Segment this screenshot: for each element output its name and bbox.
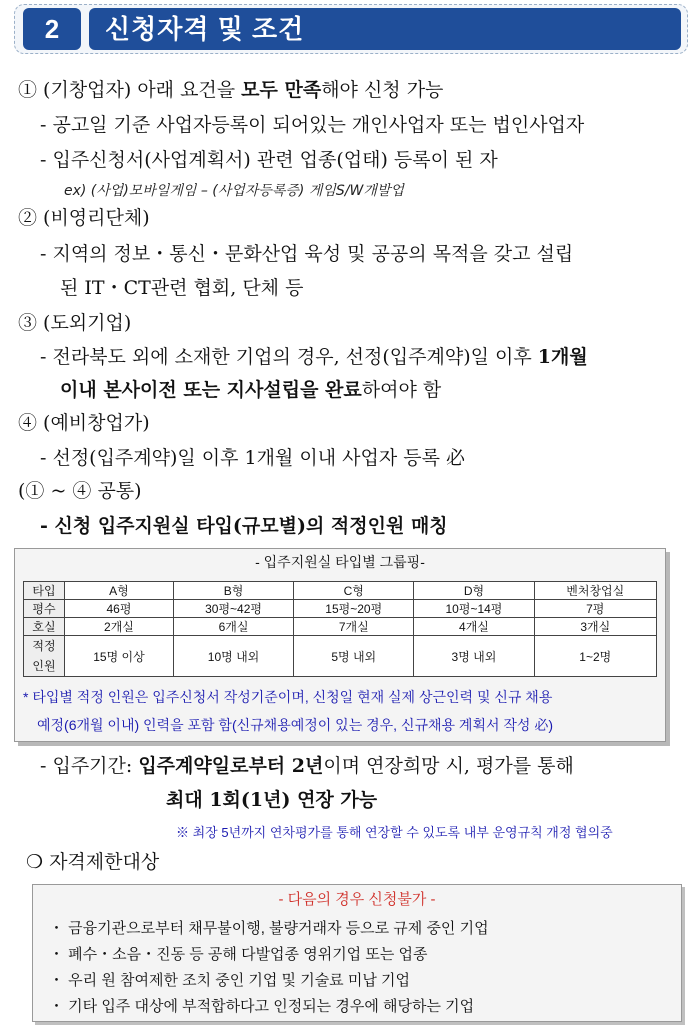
period-line-1 xyxy=(40,754,574,778)
restriction-box xyxy=(32,884,682,1022)
grouping-note-2: 예정(6개월 이내) 인력을 포함 함(신규채용예정이 있는 경우, 신규채용 계획서 작성 必) xyxy=(37,717,553,733)
restriction-item: ・ 기타 입주 대상에 부적합하다고 인정되는 경우에 해당하는 기업 xyxy=(49,998,475,1015)
item-3a xyxy=(40,345,588,369)
table-head: 호실 xyxy=(24,618,65,636)
item-4: ④ (예비창업가) xyxy=(18,412,150,434)
item-3a-text: - 전라북도 외에 소재한 기업의 경우, 선정(입주계약)일 이후 xyxy=(40,346,538,368)
period-note: ※ 최장 5년까지 연차평가를 통해 연장할 수 있도록 내부 운영규칙 개정 협의중 xyxy=(176,825,613,840)
item-1a: - 공고일 기준 사업자등록이 되어있는 개인사업자 또는 법인사업자 xyxy=(40,114,585,136)
table-row xyxy=(24,636,657,677)
item-4a: - 선정(입주계약)일 이후 1개월 이내 사업자 등록 必 xyxy=(40,447,465,469)
period-bold: 입주계약일로부터 2년 xyxy=(138,755,324,777)
section-title: 신청자격 및 조건 xyxy=(89,8,681,50)
restriction-item: ・ 폐수・소음・진동 등 공해 다발업종 영위기업 또는 업종 xyxy=(49,946,428,963)
item-1b: - 입주신청서(사업계획서) 관련 업종(업태) 등록이 된 자 xyxy=(40,149,498,171)
item-1-bold: 모두 만족 xyxy=(241,79,322,101)
table-cell: 3개실 xyxy=(534,618,656,636)
table-cell: 7개실 xyxy=(294,618,414,636)
table-cell: 6개실 xyxy=(173,618,293,636)
item-3: ③ (도외기업) xyxy=(18,312,132,334)
common-item: - 신청 입주지원실 타입(규모별)의 적정인원 매칭 xyxy=(40,515,448,537)
common-heading: (① ~ ④ 공통) xyxy=(18,480,142,502)
restriction-caption: - 다음의 경우 신청불가 - xyxy=(278,891,436,908)
grouping-table xyxy=(23,581,657,677)
table-cell: 15명 이상 xyxy=(65,636,174,677)
table-cell: 3명 내외 xyxy=(414,636,534,677)
table-cell: A형 xyxy=(65,582,174,600)
restriction-title: ❍ 자격제한대상 xyxy=(26,851,160,873)
table-cell: 10명 내외 xyxy=(173,636,293,677)
item-3b-text: 하여야 함 xyxy=(361,379,442,401)
table-row xyxy=(24,618,657,636)
restriction-item: ・ 우리 원 참여제한 조치 중인 기업 및 기술료 미납 기업 xyxy=(49,972,410,989)
table-cell: 4개실 xyxy=(414,618,534,636)
table-cell: 벤처창업실 xyxy=(534,582,656,600)
item-1-suffix: 해야 신청 가능 xyxy=(321,79,444,101)
item-3b-bold: 이내 본사이전 또는 지사설립을 완료 xyxy=(60,379,362,401)
table-cell: 15평~20평 xyxy=(294,600,414,618)
table-row xyxy=(24,600,657,618)
staff-head-2: 인원 xyxy=(32,659,56,673)
item-1 xyxy=(18,78,443,102)
table-head-staff xyxy=(24,636,65,677)
period-line-2: 최대 1회(1년) 연장 가능 xyxy=(166,789,378,811)
item-1-example: ex) (사업)모바일게임 – (사업자등록증) 게임S/W개발업 xyxy=(64,183,404,199)
staff-head-1: 적정 xyxy=(32,639,56,653)
table-cell: 2개실 xyxy=(65,618,174,636)
item-1-prefix: ① (기창업자) 아래 요건을 xyxy=(18,79,242,101)
grouping-caption: - 입주지원실 타입별 그룹핑- xyxy=(255,554,425,570)
grouping-note-1: * 타입별 적정 인원은 입주신청서 작성기준이며, 신청일 현재 실제 상근인력 및 신규 채용 xyxy=(23,689,553,705)
item-2a: - 지역의 정보・통신・문화산업 육성 및 공공의 목적을 갖고 설립 xyxy=(40,243,574,265)
table-head: 평수 xyxy=(24,600,65,618)
table-cell: 5명 내외 xyxy=(294,636,414,677)
table-row xyxy=(24,582,657,600)
table-cell: 10평~14평 xyxy=(414,600,534,618)
item-2: ② (비영리단체) xyxy=(18,207,150,229)
table-cell: 7평 xyxy=(534,600,656,618)
table-cell: 46평 xyxy=(65,600,174,618)
table-cell: D형 xyxy=(414,582,534,600)
grouping-box xyxy=(14,548,666,742)
section-number: 2 xyxy=(23,8,81,50)
item-2b: 된 IT・CT관련 협회, 단체 등 xyxy=(60,277,304,299)
table-cell: 30평~42평 xyxy=(173,600,293,618)
period-mid: 이며 연장희망 시, 평가를 통해 xyxy=(323,755,574,777)
table-head: 타입 xyxy=(24,582,65,600)
period-prefix: - 입주기간: xyxy=(40,755,139,777)
table-cell: 1~2명 xyxy=(534,636,656,677)
table-cell: B형 xyxy=(173,582,293,600)
table-cell: C형 xyxy=(294,582,414,600)
section-header xyxy=(14,4,688,54)
restriction-item: ・ 금융기관으로부터 채무불이행, 불량거래자 등으로 규제 중인 기업 xyxy=(49,920,489,937)
item-3a-bold: 1개월 xyxy=(537,346,588,368)
item-3b xyxy=(60,378,441,402)
